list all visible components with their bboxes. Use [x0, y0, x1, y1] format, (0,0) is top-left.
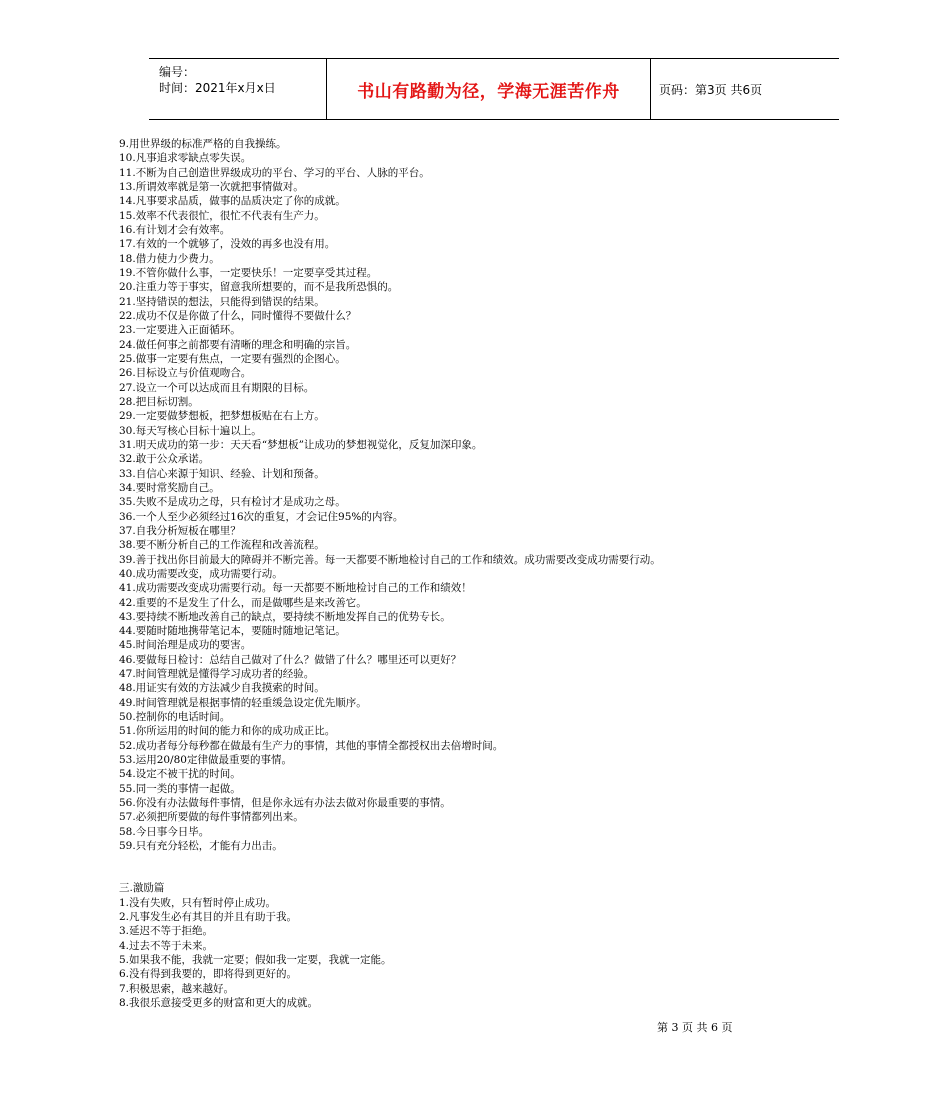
list-item: 9.用世界级的标准严格的自我操练。	[119, 138, 287, 150]
list-item: 10.凡事追求零缺点零失误。	[119, 152, 252, 165]
list-item: 48.用证实有效的方法减少自我摸索的时间。	[119, 682, 325, 695]
list-item: 5.如果我不能，我就一定要；假如我一定要，我就一定能。	[119, 954, 392, 967]
list-item: 19.不管你做什么事，一定要快乐！一定要享受其过程。	[119, 266, 378, 279]
list-item: 34.要时常奖励自己。	[119, 481, 220, 494]
list-section-motivation	[119, 896, 819, 1011]
list-item: 46.要做每日检讨：总结自己做对了什么？做错了什么？哪里还可以更好？	[119, 653, 462, 666]
document-body	[119, 137, 819, 1010]
header-motto-cell	[327, 59, 651, 119]
list-item: 14.凡事要求品质，做事的品质决定了你的成就。	[119, 195, 346, 208]
list-item: 55.同一类的事情一起做。	[119, 782, 241, 795]
list-item: 20.注重力等于事实，留意我所想要的，而不是我所恐惧的。	[119, 281, 399, 294]
list-item: 32.敢于公众承诺。	[119, 453, 210, 466]
list-item: 44.要随时随地携带笔记本，要随时随地记笔记。	[119, 625, 346, 638]
list-item: 52.成功者每分每秒都在做最有生产力的事情，其他的事情全都授权出去倍增时间。	[119, 739, 504, 752]
list-item: 17.有效的一个就够了，没效的再多也没有用。	[119, 238, 336, 251]
list-item: 40.成功需要改变，成功需要行动。	[119, 567, 283, 580]
list-item: 37.自我分析短板在哪里？	[119, 524, 241, 537]
list-item: 8.我很乐意接受更多的财富和更大的成就。	[119, 997, 319, 1010]
list-item: 13.所谓效率就是第一次就把事情做对。	[119, 180, 304, 193]
list-item: 53.运用20/80定律做最重要的事情。	[119, 754, 292, 767]
list-item: 26.目标设立与价值观吻合。	[119, 367, 252, 380]
page-footer: 第 3 页 共 6 页	[657, 1021, 733, 1034]
list-item: 43.要持续不断地改善自己的缺点，要持续不断地发挥自己的优势专长。	[119, 610, 451, 623]
list-item: 33.自信心来源于知识、经验、计划和预备。	[119, 467, 325, 480]
list-item: 18.借力使力少费力。	[119, 252, 220, 265]
section-spacer	[119, 853, 819, 881]
list-item: 54.设定不被干扰的时间。	[119, 768, 241, 781]
list-item: 27.设立一个可以达成而且有期限的目标。	[119, 381, 315, 394]
list-item: 2.凡事发生必有其目的并且有助于我。	[119, 911, 298, 924]
list-item: 24.做任何事之前都要有清晰的理念和明确的宗旨。	[119, 338, 357, 351]
header-page-info: 页码：第3页 共6页	[659, 82, 763, 97]
list-item: 28.把目标切割。	[119, 395, 199, 408]
header-page-cell	[651, 59, 839, 119]
list-section-continued	[119, 137, 819, 853]
list-item: 41.成功需要改变成功需要行动。每一天都要不断地检讨自己的工作和绩效！	[119, 582, 472, 595]
motto-text: 书山有路勤为径，学海无涯苦作舟	[357, 81, 620, 102]
list-item: 59.只有充分轻松，才能有力出击。	[119, 840, 283, 853]
list-item: 25.做事一定要有焦点，一定要有强烈的企图心。	[119, 352, 346, 365]
list-item: 39.善于找出你目前最大的障碍并不断完善。每一天都要不断地检讨自己的工作和绩效。成功需要改变成功需要行动。	[119, 553, 661, 566]
list-item: 21.坚持错误的想法，只能得到错误的结果。	[119, 295, 325, 308]
list-item: 36.一个人至少必须经过16次的重复，才会记住95%的内容。	[119, 510, 404, 523]
list-item: 56.你没有办法做每件事情，但是你永远有办法去做对你最重要的事情。	[119, 797, 451, 810]
list-item: 7.积极思索，越来越好。	[119, 982, 235, 995]
list-item: 50.控制你的电话时间。	[119, 711, 231, 724]
list-item: 58.今日事今日毕。	[119, 825, 210, 838]
list-item: 4.过去不等于未来。	[119, 939, 214, 952]
list-item: 49.时间管理就是根据事情的轻重缓急设定优先顺序。	[119, 696, 367, 709]
list-item: 16.有计划才会有效率。	[119, 223, 231, 236]
list-item: 6.没有得到我要的，即将得到更好的。	[119, 968, 298, 981]
list-item: 1.没有失败，只有暂时停止成功。	[119, 896, 277, 909]
list-item: 51.你所运用的时间的能力和你的成功成正比。	[119, 725, 336, 738]
list-item: 29.一定要做梦想板，把梦想板贴在右上方。	[119, 410, 325, 423]
serial-label: 编号：	[159, 65, 196, 79]
section-title: 三.激励篇	[119, 882, 165, 895]
list-item: 45.时间治理是成功的要害。	[119, 639, 252, 652]
list-item: 57.必须把所要做的每件事情都列出来。	[119, 811, 304, 824]
list-item: 42.重要的不是发生了什么，而是做哪些是来改善它。	[119, 596, 367, 609]
header-info-cell	[149, 59, 327, 119]
time-label: 时间：2021年x月x日	[159, 81, 276, 95]
page-header	[149, 58, 839, 120]
list-item: 38.要不断分析自己的工作流程和改善流程。	[119, 539, 325, 552]
list-item: 15.效率不代表很忙，很忙不代表有生产力。	[119, 209, 325, 222]
list-item: 22.成功不仅是你做了什么，同时懂得不要做什么？	[119, 309, 357, 322]
list-item: 11.不断为自己创造世界级成功的平台、学习的平台、人脉的平台。	[119, 166, 430, 179]
list-item: 30.每天写核心目标十遍以上。	[119, 424, 262, 437]
list-item: 47.时间管理就是懂得学习成功者的经验。	[119, 668, 315, 681]
list-item: 3.延迟不等于拒绝。	[119, 925, 214, 938]
list-item: 31.明天成功的第一步：天天看“梦想板”让成功的梦想视觉化，反复加深印象。	[119, 438, 483, 451]
list-item: 23.一定要进入正面循环。	[119, 324, 241, 337]
list-item: 35.失败不是成功之母，只有检讨才是成功之母。	[119, 496, 346, 509]
